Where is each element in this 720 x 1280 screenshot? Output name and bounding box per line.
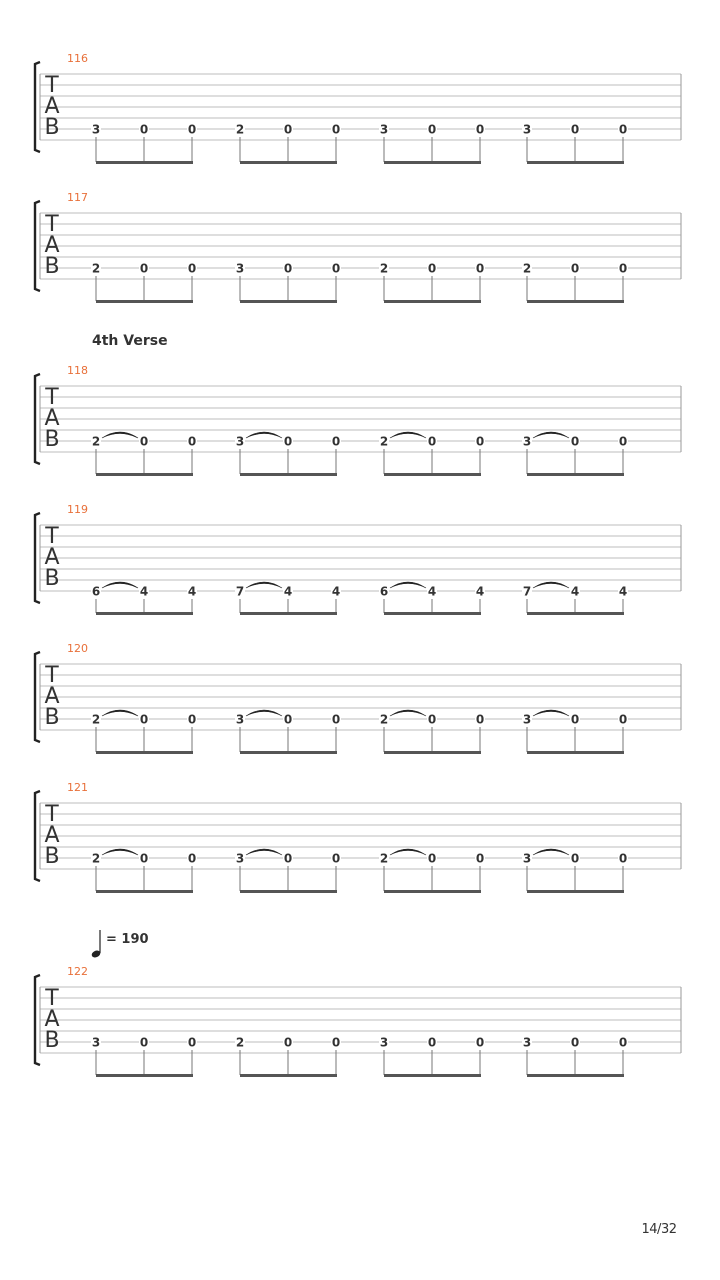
beam <box>384 612 481 615</box>
tie-arc <box>246 582 282 588</box>
tab-clef-letter: T <box>45 212 59 237</box>
fret-number: 0 <box>283 122 293 137</box>
fret-number: 3 <box>522 122 532 137</box>
beam <box>527 473 624 476</box>
fret-number: 3 <box>379 122 389 137</box>
tab-clef-letter: T <box>45 986 59 1011</box>
beam <box>240 300 337 303</box>
tie-arc <box>102 432 138 438</box>
fret-number: 2 <box>379 434 389 449</box>
fret-number: 0 <box>618 712 628 727</box>
tab-clef-letter: T <box>45 385 59 410</box>
fret-number: 0 <box>618 261 628 276</box>
tab-system-116 <box>35 52 681 164</box>
fret-number: 3 <box>379 1035 389 1050</box>
tab-clef-letter: T <box>45 73 59 98</box>
fret-number: 0 <box>475 851 485 866</box>
tab-clef-letter: A <box>44 545 60 570</box>
fret-number: 2 <box>91 712 101 727</box>
fret-number: 2 <box>379 851 389 866</box>
measure-number: 120 <box>67 642 88 655</box>
fret-number: 0 <box>427 712 437 727</box>
beam <box>527 1074 624 1077</box>
fret-number: 0 <box>331 712 341 727</box>
tab-system-120 <box>35 642 681 754</box>
tie-arc <box>390 710 426 716</box>
fret-number: 0 <box>475 712 485 727</box>
fret-number: 4 <box>570 584 580 599</box>
system-bracket <box>35 513 40 603</box>
beam <box>96 890 193 893</box>
fret-number: 0 <box>331 434 341 449</box>
fret-number: 3 <box>91 1035 101 1050</box>
tempo-value: = 190 <box>106 932 149 947</box>
fret-number: 3 <box>522 712 532 727</box>
measure-number: 122 <box>67 965 88 978</box>
tab-clef-letter: A <box>44 1007 60 1032</box>
fret-number: 7 <box>235 584 245 599</box>
beam <box>96 161 193 164</box>
fret-number: 0 <box>283 851 293 866</box>
tie-arc <box>102 582 138 588</box>
fret-number: 3 <box>235 261 245 276</box>
fret-number: 4 <box>187 584 197 599</box>
fret-number: 0 <box>187 261 197 276</box>
tab-system-121 <box>35 781 681 893</box>
beam <box>240 612 337 615</box>
tie-arc <box>390 849 426 855</box>
fret-number: 3 <box>235 434 245 449</box>
beam <box>96 473 193 476</box>
beam <box>96 1074 193 1077</box>
fret-number: 0 <box>427 434 437 449</box>
fret-number: 0 <box>570 851 580 866</box>
tie-arc <box>533 432 569 438</box>
fret-number: 0 <box>139 1035 149 1050</box>
fret-number: 0 <box>139 122 149 137</box>
fret-number: 0 <box>427 1035 437 1050</box>
beam <box>240 161 337 164</box>
fret-number: 0 <box>570 712 580 727</box>
system-bracket <box>35 975 40 1065</box>
fret-number: 0 <box>187 122 197 137</box>
tab-clef-letter: A <box>44 94 60 119</box>
beam <box>527 161 624 164</box>
fret-number: 3 <box>522 851 532 866</box>
fret-number: 3 <box>91 122 101 137</box>
fret-number: 0 <box>331 1035 341 1050</box>
fret-number: 0 <box>139 712 149 727</box>
measure-number: 121 <box>67 781 88 794</box>
fret-number: 0 <box>570 122 580 137</box>
fret-number: 0 <box>283 261 293 276</box>
fret-number: 4 <box>283 584 293 599</box>
beam <box>384 473 481 476</box>
fret-number: 2 <box>379 261 389 276</box>
beam <box>240 1074 337 1077</box>
tab-clef-letter: A <box>44 233 60 258</box>
fret-number: 0 <box>475 261 485 276</box>
fret-number: 0 <box>187 1035 197 1050</box>
tab-clef-letter: B <box>44 427 60 452</box>
fret-number: 0 <box>283 434 293 449</box>
fret-number: 0 <box>618 851 628 866</box>
fret-number: 0 <box>427 851 437 866</box>
fret-number: 4 <box>331 584 341 599</box>
tie-arc <box>246 432 282 438</box>
fret-number: 0 <box>331 851 341 866</box>
fret-number: 2 <box>91 434 101 449</box>
fret-number: 2 <box>235 1035 245 1050</box>
fret-number: 0 <box>139 434 149 449</box>
fret-number: 0 <box>475 122 485 137</box>
fret-number: 6 <box>379 584 389 599</box>
tie-arc <box>533 582 569 588</box>
fret-number: 2 <box>379 712 389 727</box>
fret-number: 2 <box>522 261 532 276</box>
fret-number: 2 <box>235 122 245 137</box>
beam <box>240 890 337 893</box>
fret-number: 0 <box>283 712 293 727</box>
measure-number: 116 <box>67 52 88 65</box>
fret-number: 4 <box>618 584 628 599</box>
beam <box>384 161 481 164</box>
beam <box>527 751 624 754</box>
fret-number: 4 <box>139 584 149 599</box>
fret-number: 0 <box>427 261 437 276</box>
beam <box>384 1074 481 1077</box>
tie-arc <box>533 710 569 716</box>
tab-clef-letter: B <box>44 254 60 279</box>
fret-number: 0 <box>427 122 437 137</box>
beam <box>527 612 624 615</box>
tab-system-119 <box>35 503 681 615</box>
tab-clef-letter: A <box>44 406 60 431</box>
fret-number: 0 <box>618 1035 628 1050</box>
page-number: 14/32 <box>641 1222 677 1237</box>
system-bracket <box>35 201 40 291</box>
tab-clef-letter: B <box>44 1028 60 1053</box>
fret-number: 0 <box>475 1035 485 1050</box>
measure-number: 119 <box>67 503 88 516</box>
fret-number: 0 <box>570 434 580 449</box>
fret-number: 0 <box>618 434 628 449</box>
fret-number: 4 <box>475 584 485 599</box>
fret-number: 3 <box>235 712 245 727</box>
tab-clef-letter: T <box>45 524 59 549</box>
fret-number: 0 <box>187 851 197 866</box>
tab-clef-letter: T <box>45 802 59 827</box>
beam <box>240 473 337 476</box>
beam <box>384 890 481 893</box>
beam <box>240 751 337 754</box>
beam <box>527 300 624 303</box>
tempo-marking <box>91 930 149 959</box>
tab-system-118 <box>35 333 681 476</box>
tie-arc <box>102 710 138 716</box>
fret-number: 0 <box>187 712 197 727</box>
fret-number: 6 <box>91 584 101 599</box>
system-bracket <box>35 374 40 464</box>
section-label: 4th Verse <box>92 333 168 349</box>
beam <box>384 300 481 303</box>
tie-arc <box>390 582 426 588</box>
system-bracket <box>35 652 40 742</box>
fret-number: 3 <box>522 434 532 449</box>
tie-arc <box>246 710 282 716</box>
beam <box>96 300 193 303</box>
system-bracket <box>35 791 40 881</box>
fret-number: 0 <box>139 261 149 276</box>
tab-clef-letter: B <box>44 705 60 730</box>
fret-number: 2 <box>91 261 101 276</box>
fret-number: 0 <box>618 122 628 137</box>
tab-clef-letter: B <box>44 566 60 591</box>
tie-arc <box>102 849 138 855</box>
beam <box>96 612 193 615</box>
fret-number: 2 <box>91 851 101 866</box>
tab-clef-letter: A <box>44 684 60 709</box>
fret-number: 0 <box>570 261 580 276</box>
fret-number: 0 <box>331 122 341 137</box>
tab-clef-letter: T <box>45 663 59 688</box>
fret-number: 7 <box>522 584 532 599</box>
tie-arc <box>390 432 426 438</box>
fret-number: 0 <box>331 261 341 276</box>
measure-number: 117 <box>67 191 88 204</box>
tab-system-117 <box>35 191 681 303</box>
tab-clef-letter: B <box>44 115 60 140</box>
tab-clef-letter: B <box>44 844 60 869</box>
beam <box>96 751 193 754</box>
measure-number: 118 <box>67 364 88 377</box>
fret-number: 0 <box>283 1035 293 1050</box>
beam <box>527 890 624 893</box>
fret-number: 0 <box>187 434 197 449</box>
fret-number: 4 <box>427 584 437 599</box>
beam <box>384 751 481 754</box>
tab-clef-letter: A <box>44 823 60 848</box>
fret-number: 3 <box>522 1035 532 1050</box>
fret-number: 0 <box>570 1035 580 1050</box>
fret-number: 3 <box>235 851 245 866</box>
tab-system-122 <box>35 930 681 1077</box>
fret-number: 0 <box>139 851 149 866</box>
tie-arc <box>533 849 569 855</box>
tie-arc <box>246 849 282 855</box>
system-bracket <box>35 62 40 152</box>
fret-number: 0 <box>475 434 485 449</box>
